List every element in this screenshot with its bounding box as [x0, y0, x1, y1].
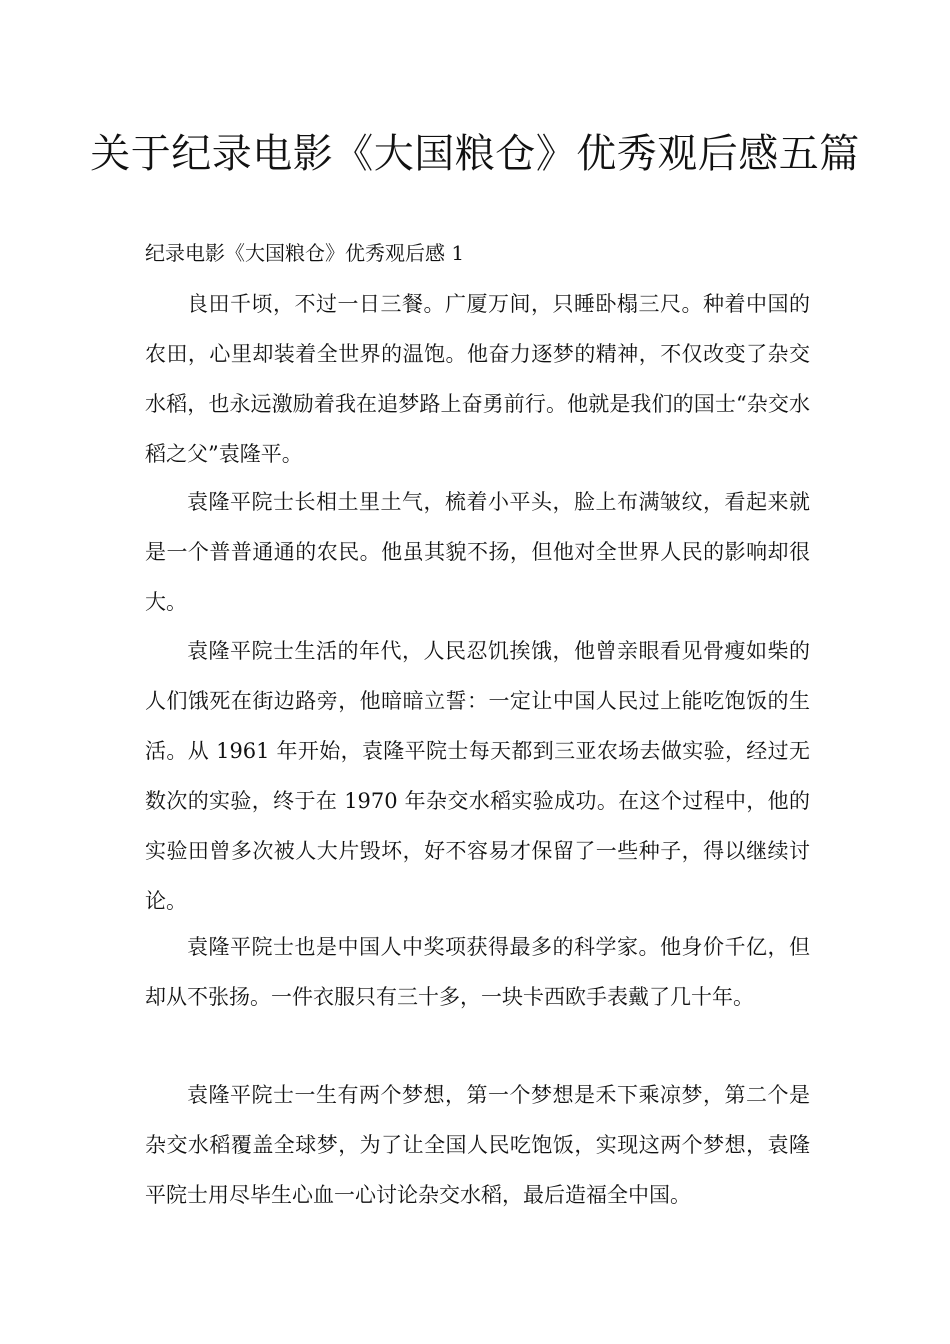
paragraph-2: 袁隆平院士长相土里土气，梳着小平头，脸上布满皱纹，看起来就是一个普普通通的农民。他虽其貌不扬，但他对全世界人民的影响却很大。: [145, 490, 810, 614]
paragraph-1: 良田千顷，不过一日三餐。广厦万间，只睡卧榻三尺。种着中国的农田，心里却装着全世界的温饱。他奋力逐梦的精神，不仅改变了杂交水稻，也永远激励着我在追梦路上奋勇前行。他就是我们的国士“杂交水稻之父”袁隆平。: [145, 292, 810, 466]
paragraph-3: 袁隆平院士生活的年代，人民忍饥挨饿，他曾亲眼看见骨瘦如柴的人们饿死在街边路旁，他暗暗立誓：一定让中国人民过上能吃饱饭的生活。从 1961 年开始，袁隆平院士每天都到三亚农场去做实验，经过无数次的实验，终于在 1970 年杂交水稻实验成功。在这个过程中，他的实验田曾多次被人大片毁坏，好不容易才保留了一些种子，得以继续讨论。: [145, 639, 810, 913]
paragraph-5: 袁隆平院士一生有两个梦想，第一个梦想是禾下乘凉梦，第二个是杂交水稻覆盖全球梦，为了让全国人民吃饱饭，实现这两个梦想，袁隆平院士用尽毕生心血一心讨论杂交水稻，最后造福全中国。: [145, 1083, 810, 1207]
paragraph-4: 袁隆平院士也是中国人中奖项获得最多的科学家。他身价千亿，但却从不张扬。一件衣服只有三十多，一块卡西欧手表戴了几十年。: [145, 935, 810, 1009]
document-title: 关于纪录电影《大国粮仓》优秀观后感五篇: [90, 131, 860, 177]
section-heading: 纪录电影《大国粮仓》优秀观后感 1: [145, 241, 465, 265]
